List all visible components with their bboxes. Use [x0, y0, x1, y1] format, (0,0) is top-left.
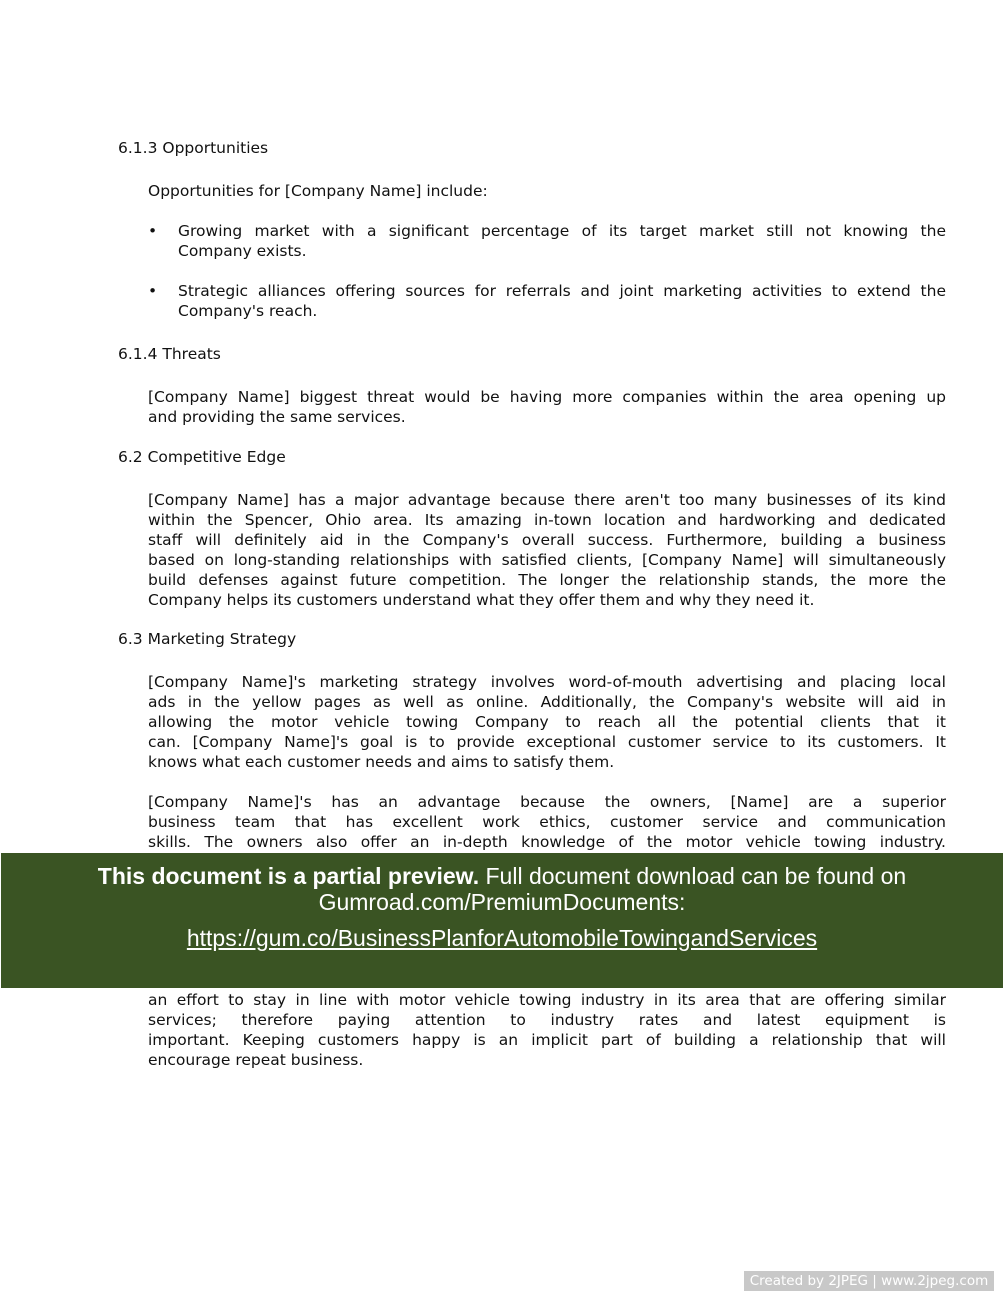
text-line: Company helps its customers understand what they offer them and why they need it. [148, 591, 815, 609]
preview-banner [1, 853, 1003, 988]
text-line: important. Keeping customers happy is an implicit part of building a relationship that will [148, 1031, 946, 1049]
banner-site: Gumroad.com/PremiumDocuments: [318, 889, 686, 915]
bullet-item [148, 281, 946, 321]
marketing-paragraph-3 [148, 990, 946, 1070]
text-line: [Company Name] biggest threat would be having more companies within the area opening up [148, 388, 946, 406]
text-line: services; therefore paying attention to industry rates and latest equipment is [148, 1011, 946, 1029]
competitive-edge-paragraph [148, 490, 946, 610]
text-line: business team that has excellent work ethics, customer service and communication [148, 813, 946, 831]
threats-paragraph [148, 387, 946, 427]
text-line: within the Spencer, Ohio area. Its amazing in-town location and hardworking and dedicated [148, 511, 946, 529]
text-line: Company exists. [178, 242, 307, 260]
heading-threats: 6.1.4 Threats [118, 345, 221, 363]
banner-text: Full document download can be found on [479, 863, 907, 889]
heading-marketing-strategy: 6.3 Marketing Strategy [118, 630, 297, 648]
text-line: based on long-standing relationships with satisfied clients, [Company Name] will simultaneously [148, 551, 946, 569]
marketing-paragraph-2 [148, 792, 946, 852]
text-line: staff will definitely aid in the Company's overall success. Furthermore, building a business [148, 531, 946, 549]
banner-bold-text: This document is a partial preview. [97, 863, 480, 889]
text-line: can. [Company Name]'s goal is to provide exceptional customer service to its customers. It [148, 733, 946, 751]
text-line: Growing market with a significant percentage of its target market still not knowing the [178, 222, 946, 240]
banner-message [1, 863, 1003, 889]
text-line: build defenses against future competition. The longer the relationship stands, the more the [148, 571, 946, 589]
heading-opportunities: 6.1.3 Opportunities [118, 139, 269, 157]
text-line: Opportunities for [Company Name] include: [148, 182, 488, 200]
text-line: an effort to stay in line with motor vehicle towing industry in its area that are offering similar [148, 991, 946, 1009]
opportunities-intro [148, 181, 946, 201]
text-line: and providing the same services. [148, 408, 406, 426]
text-line: encourage repeat business. [148, 1051, 364, 1069]
download-link[interactable]: https://gum.co/BusinessPlanforAutomobileTowingandServices [186, 925, 818, 951]
text-line: [Company Name]'s marketing strategy involves word-of-mouth advertising and placing local [148, 673, 946, 691]
text-line: Company's reach. [178, 302, 318, 320]
bullet-icon: • [148, 282, 158, 300]
text-line: Strategic alliances offering sources for referrals and joint marketing activities to extend the [178, 282, 946, 300]
heading-competitive-edge: 6.2 Competitive Edge [118, 448, 286, 466]
bullet-item [148, 221, 946, 261]
text-line: [Company Name]'s has an advantage because the owners, [Name] are a superior [148, 793, 946, 811]
marketing-paragraph-1 [148, 672, 946, 772]
watermark: Created by 2JPEG | www.2jpeg.com [744, 1271, 994, 1291]
text-line: knows what each customer needs and aims to satisfy them. [148, 753, 615, 771]
text-line: ads in the yellow pages as well as online. Additionally, the Company's website will aid in [148, 693, 946, 711]
text-line: skills. The owners also offer an in-depth knowledge of the motor vehicle towing industry. [148, 833, 946, 851]
text-line: allowing the motor vehicle towing Company to reach all the potential clients that it [148, 713, 946, 731]
bullet-icon: • [148, 222, 158, 240]
text-line: [Company Name] has a major advantage because there aren't too many businesses of its kind [148, 491, 946, 509]
